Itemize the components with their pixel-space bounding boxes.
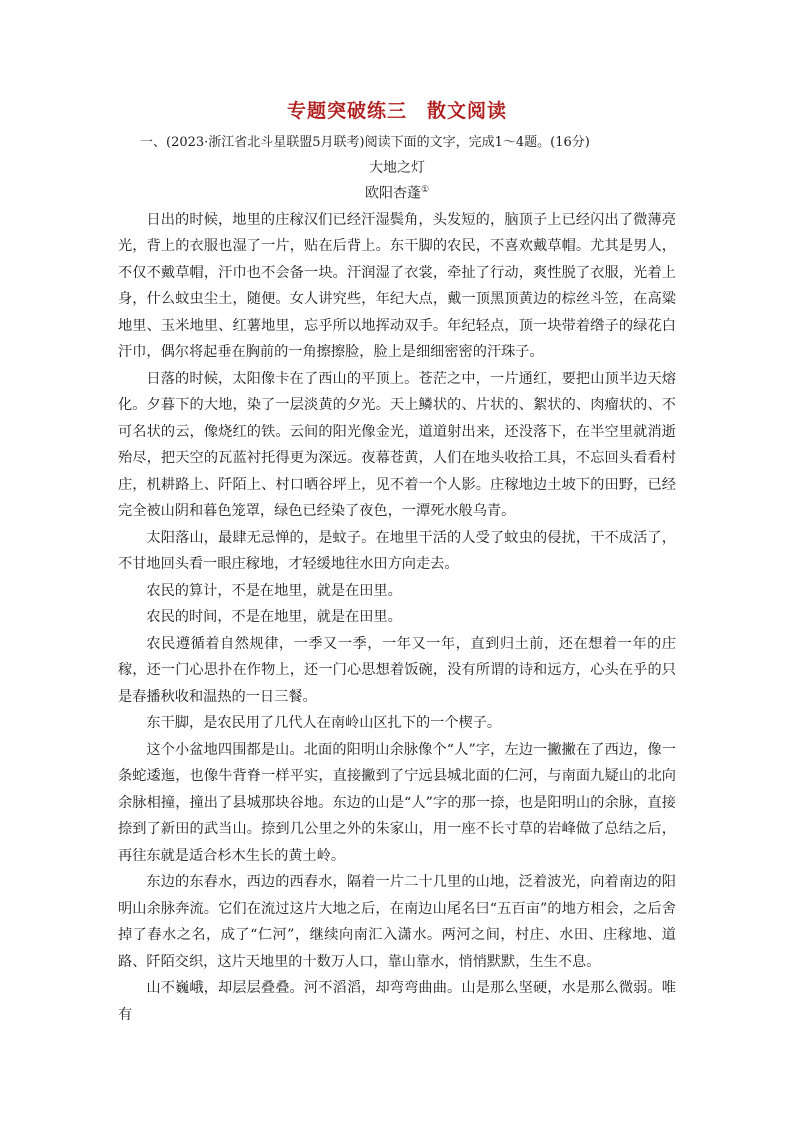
paragraph-4: 农民的算计，不是在地里，就是在田里。 [146, 582, 402, 599]
paragraph-10: 山不巍峨，却层层叠叠。河不滔滔，却弯弯曲曲。山是那么坚硬，水是那么微弱。唯有 [118, 980, 676, 1023]
essay-author [118, 179, 676, 205]
author-name: 欧阳杏蓬 [364, 185, 421, 202]
paragraph-7: 东干脚，是农民用了几代人在南岭山区扎下的一个楔子。 [146, 715, 502, 732]
paragraph-3: 太阳落山，最肆无忌惮的，是蚊子。在地里干活的人受了蚊虫的侵扰，干不成活了，不甘地回头看一眼庄稼地，才轻缓地往水田方向走去。 [118, 529, 676, 573]
question-instruction: 一、(2023·浙江省北斗星联盟5月联考)阅读下面的文字，完成1～4题。(16分) [140, 135, 590, 150]
page-title: 专题突破练三 散文阅读 [286, 100, 507, 122]
paragraph-1: 日出的时候，地里的庄稼汉们已经汗湿鬓角，头发短的，脑顶子上已经闪出了微薄亮光，背上的衣服也湿了一片，贴在后背上。东干脚的农民，不喜欢戴草帽。尤其是男人，不仅不戴草帽，汗巾也不会备一块。汗润湿了衣裳，牵扯了行动，爽性脱了衣服，光着上身，什么蚊虫尘土，随便。女人讲究些，年纪大点，戴一顶黑顶黄边的棕丝斗笠，在高粱地里、玉米地里、红薯地里，忘乎所以地挥动双手。年纪轻点，顶一块带着绺子的绿花白汗巾，偶尔将起垂在胸前的一角擦擦脸，脸上是细细密密的汗珠子。 [118, 211, 676, 361]
paragraph-9: 东边的东舂水，西边的西舂水，隔着一片二十几里的山地，泛着波光，向着南边的阳明山余脉奔流。它们在流过这片大地之后，在南边山尾名曰“五百亩”的地方相会，之后舍掉了舂水之名，成了“仁河”，继续向南汇入潇水。两河之间，村庄、水田、庄稼地、道路、阡陌交织，这片天地里的十数万人口，靠山靠水，悄悄默默，生生不息。 [118, 874, 676, 970]
essay-title: 大地之灯 [369, 160, 425, 176]
author-footnote-mark: ① [420, 185, 430, 195]
paragraph-8: 这个小盆地四围都是山。北面的阳明山余脉像个“人”字，左边一撇撇在了西边，像一条蛇逶迤，也像牛背脊一样平实，直接撇到了宁远县城北面的仁河，与南面九疑山的北向余脉相撞，撞出了县城那块谷地。东边的山是“人”字的那一捺，也是阳明山的余脉，直接捺到了新田的武当山。捺到几公里之外的朱家山，用一座不长寸草的岩峰做了总结之后，再往东就是适合杉木生长的黄土岭。 [118, 741, 676, 864]
paragraph-2: 日落的时候，太阳像卡在了西山的平顶上。苍茫之中，一片通红，要把山顶半边天熔化。夕暮下的大地，染了一层淡黄的夕光。天上鳞状的、片状的、絮状的、肉瘤状的、不可名状的云，像烧红的铁。云间的阳光像金光，道道射出来，还没落下，在半空里就消逝殆尽，把天空的瓦蓝衬托得更为深远。夜幕苍黄，人们在地头收拾工具，不忘回头看看村庄，机耕路上、阡陌上、村口晒谷坪上，见不着一个人影。庄稼地边土坡下的田野，已经完全被山阴和暮色笼罩，绿色已经染了夜色，一潭死水般乌青。 [118, 370, 676, 520]
paragraph-6: 农民遵循着自然规律，一季又一季，一年又一年，直到归土前，还在想着一年的庄稼，还一门心思扑在作物上，还一门心思想着饭碗，没有所谓的诗和远方，心头在乎的只是春播秋收和温热的一日三餐。 [118, 635, 676, 705]
paragraph-5: 农民的时间，不是在地里，就是在田里。 [146, 609, 402, 626]
